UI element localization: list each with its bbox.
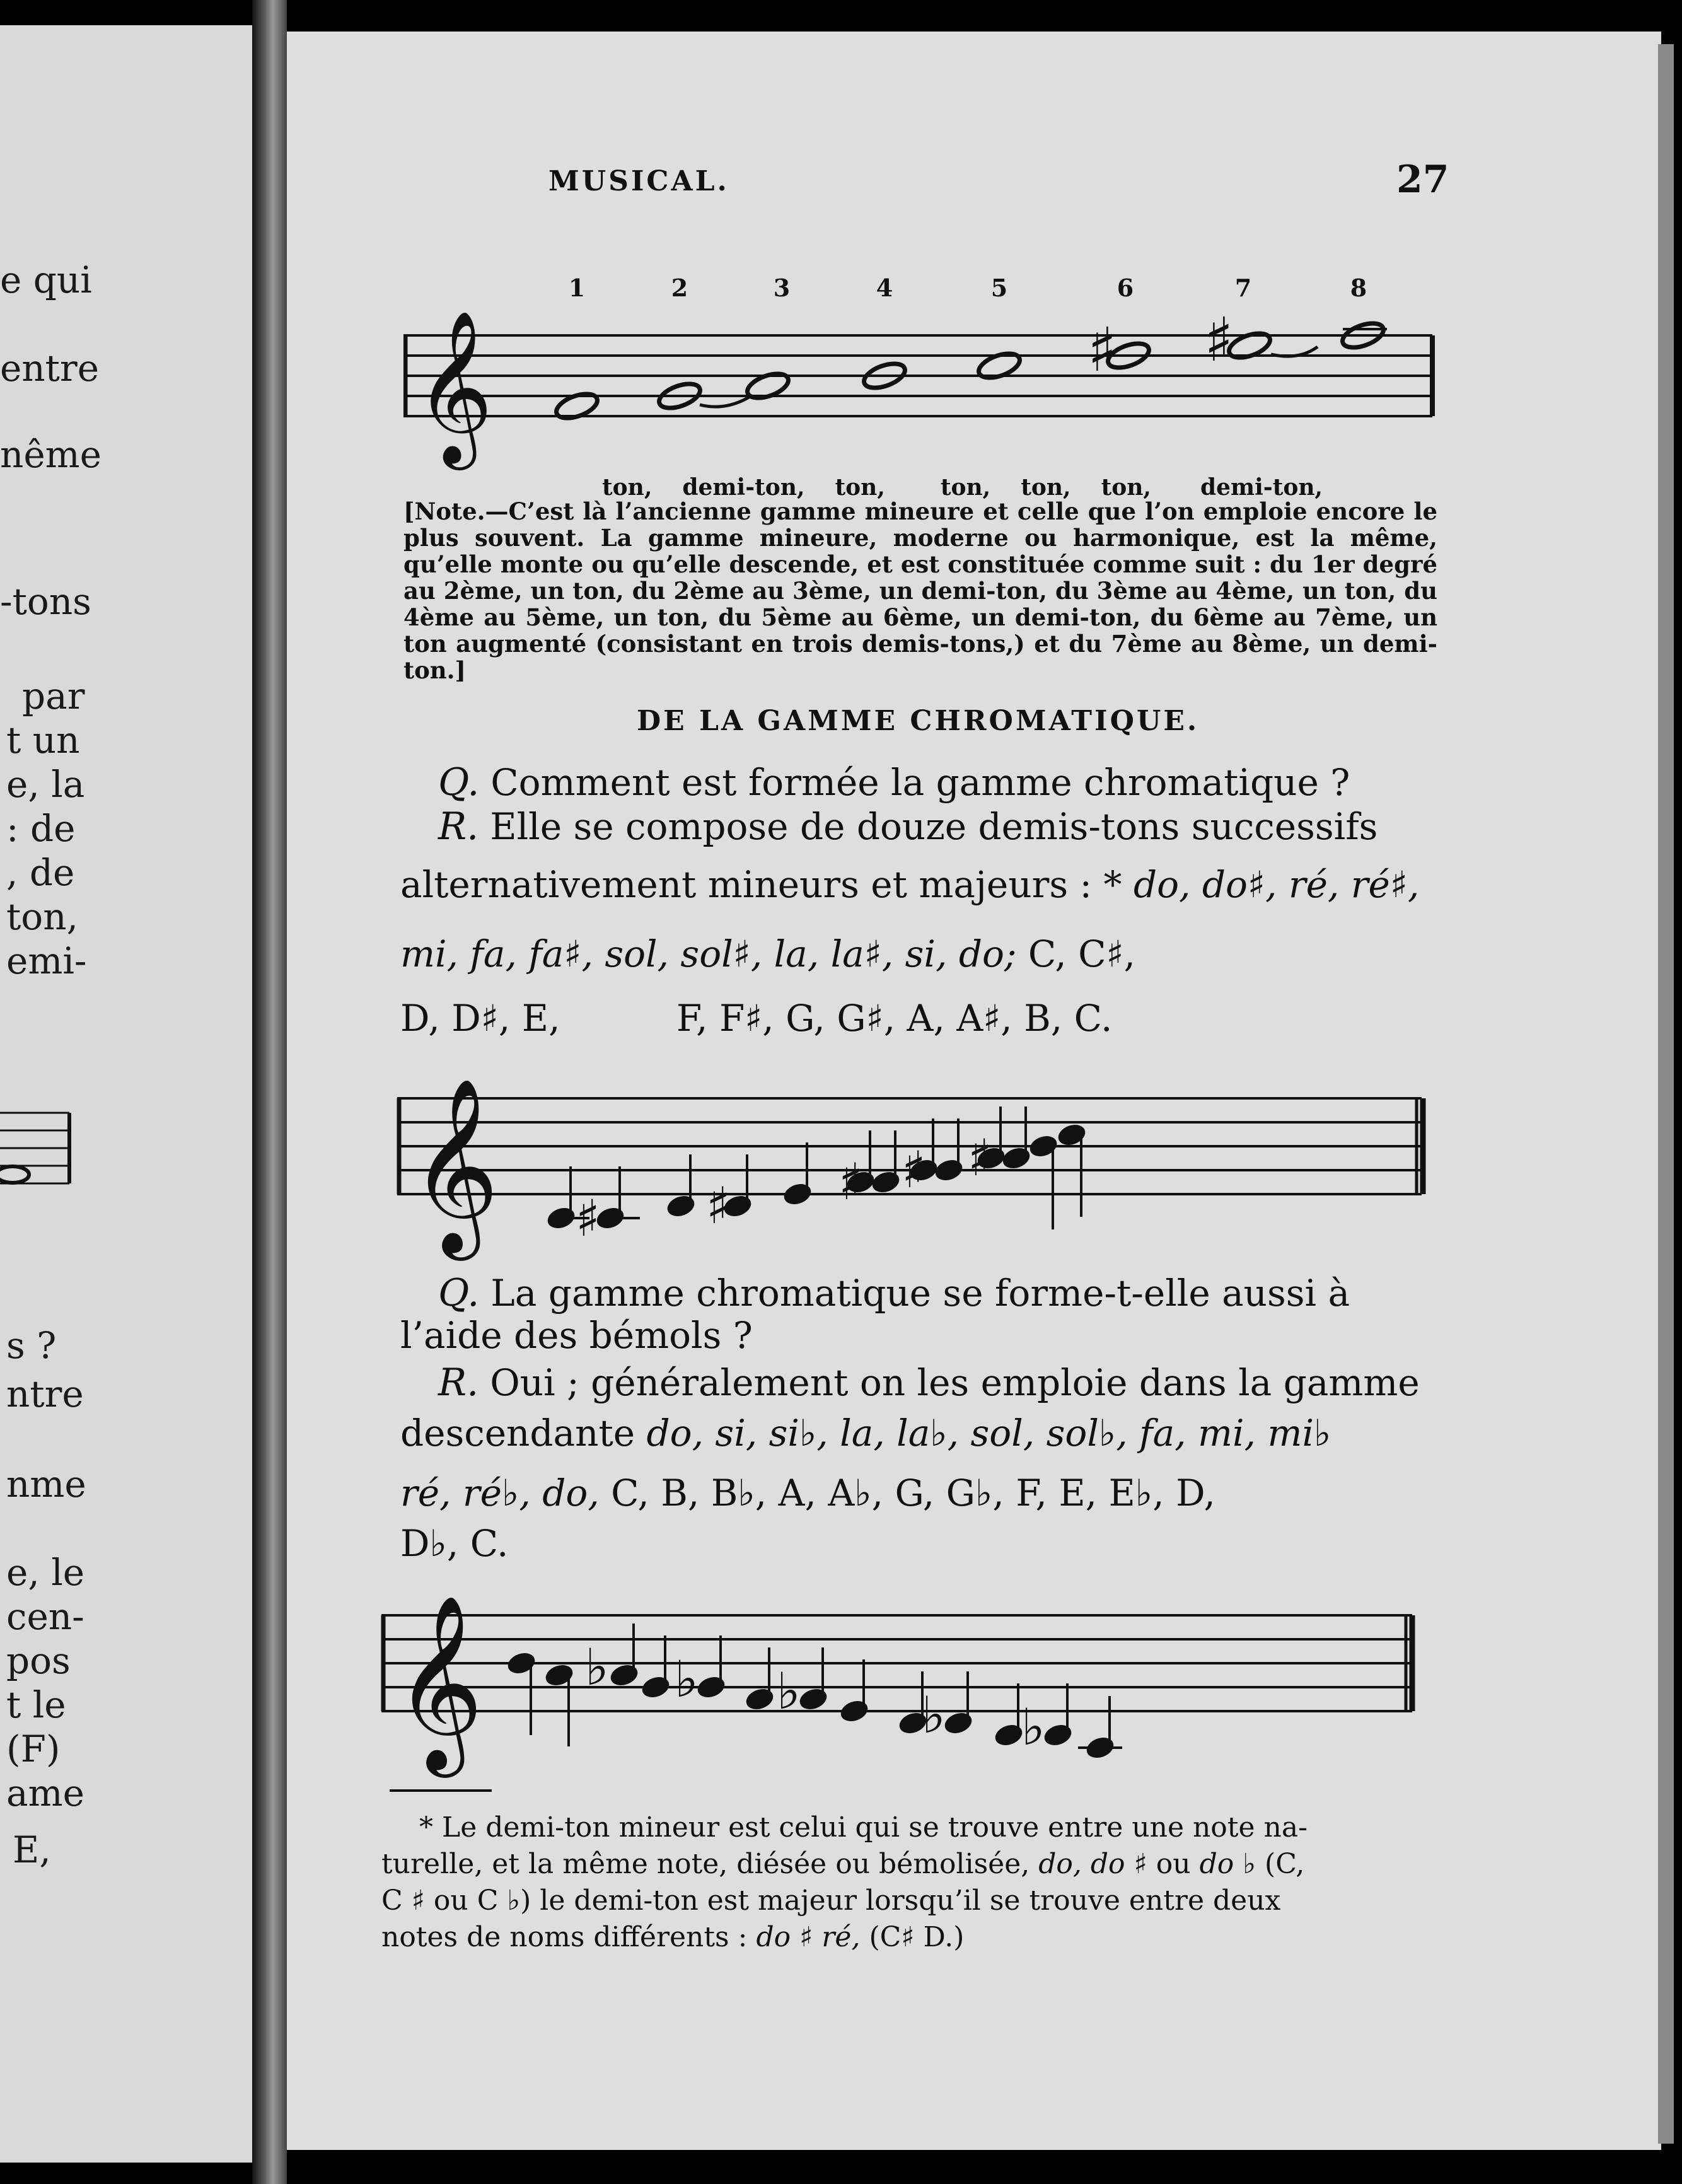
question-1 [400, 762, 1350, 803]
quarter-note [1000, 1144, 1033, 1171]
degree-number: 8 [1350, 274, 1367, 302]
r-marker: R. [438, 804, 479, 849]
interval-label: ton, [1021, 474, 1071, 501]
interval-labels [602, 474, 1353, 501]
note-paragraph: [Note.—C’est là l’ancienne gamme mineure et celle que l’on emploie encore le plus souvent. La gamme mineure, moderne ou harmonique, est la même, qu’elle monte ou qu’elle descende, et est constituée comme suit : du 1er degré au 2ème, un ton, du 2ème au 3ème, un demi-ton, du 3ème au 4ème, un ton, du 4ème au 5ème, un ton, du 5ème au 6ème, un demi-ton, du 6ème au 7ème, un ton augmenté (consistant en trois demis-tons,) et du 7ème au 8ème, un demi-ton.] [403, 497, 1437, 684]
quarter-note [932, 1156, 965, 1183]
letter-names: D♭, C. [400, 1522, 509, 1565]
flat-icon: ♭ [922, 1686, 946, 1745]
flat-icon: ♭ [585, 1638, 609, 1697]
quarter-note [797, 1685, 830, 1712]
degree-number: 7 [1234, 274, 1252, 302]
solfege-text: do, do♯, ré, ré♯, [1133, 863, 1420, 906]
left-page-text: ntre [6, 1373, 84, 1415]
footnote-text: turelle, et la même note, diésée ou bémolisée, [381, 1848, 1030, 1880]
quarter-note [505, 1649, 538, 1676]
degree-number: 6 [1116, 274, 1134, 302]
answer-text: descendante [400, 1412, 635, 1455]
footnote-line [381, 1846, 1409, 1883]
letter-names: D, D♯, E, F, F♯, G, G♯, A, A♯, B, C. [400, 997, 1113, 1040]
q-marker: Q. [438, 1271, 480, 1315]
interval-label: ton, [835, 474, 885, 501]
chromatic-ascending-staff [394, 1059, 1428, 1286]
interval-label: ton, [940, 474, 991, 501]
quarter-note [1027, 1132, 1060, 1159]
left-page [0, 25, 252, 2163]
book-gutter [252, 0, 287, 2184]
degree-number: 1 [568, 274, 586, 302]
question-text: l’aide des bémols ? [400, 1314, 753, 1357]
left-page-text: -tons [0, 580, 91, 623]
answer-text: alternativement mineurs et majeurs : * [400, 863, 1122, 906]
left-page-text: nême [0, 433, 102, 476]
question-2-line-1 [400, 1272, 1350, 1314]
quarter-note [1041, 1721, 1074, 1748]
solfege-text: mi, fa, fa♯, sol, sol♯, la, la♯, si, do; [400, 932, 1017, 975]
quarter-note [664, 1192, 697, 1219]
page-edge [1658, 44, 1674, 2144]
quarter-note [639, 1673, 672, 1700]
solfege-text: do, si, si♭, la, la♭, sol, sol♭, fa, mi, mi♭ [646, 1412, 1331, 1455]
answer-2-line-2 [400, 1412, 1331, 1454]
quarter-note [1084, 1734, 1116, 1761]
answer-1-line-3 [400, 933, 1135, 975]
footnote-line: * Le demi-ton mineur est celui qui se trouve entre une note na- [419, 1811, 1308, 1844]
treble-clef-icon: 𝄞 [410, 1076, 499, 1253]
left-page-text: par [22, 675, 85, 717]
tie [700, 397, 749, 407]
footnote-text: (C♯ D.) [869, 1921, 965, 1953]
left-page-text: s ? [6, 1324, 57, 1367]
quarter-note [838, 1697, 871, 1724]
quarter-note [781, 1180, 814, 1207]
left-page-text: ton, [6, 895, 79, 938]
sharp-icon: ♯ [706, 1176, 731, 1235]
page-number: 27 [1396, 158, 1449, 202]
flat-icon: ♭ [777, 1662, 801, 1721]
footnote-solfege: do, do ♯ [1038, 1848, 1147, 1880]
left-page-text: ame [6, 1772, 84, 1815]
left-page-text: e, le [6, 1551, 85, 1594]
whole-note [976, 349, 1023, 382]
footnote-text: (C, [1265, 1848, 1305, 1880]
footnote-rule [390, 1789, 492, 1792]
quarter-note [695, 1673, 728, 1700]
whole-note [554, 389, 601, 422]
quarter-note [942, 1709, 975, 1736]
sharp-icon: ♯ [576, 1189, 600, 1248]
interval-label: ton, [602, 474, 652, 501]
whole-note [745, 369, 792, 402]
treble-clef-icon: 𝄞 [415, 309, 494, 463]
running-title: MUSICAL. [548, 165, 729, 197]
sharp-icon: ♯ [838, 1153, 863, 1211]
answer-text: Elle se compose de douze demis-tons successifs [490, 805, 1378, 848]
left-page-text: cen- [6, 1595, 84, 1638]
quarter-note [992, 1721, 1025, 1748]
left-page-text: pos [6, 1639, 71, 1682]
chromatic-descending-staff [378, 1589, 1418, 1791]
flat-icon: ♭ [675, 1650, 699, 1709]
footnote-solfege: do ♯ ré, [756, 1921, 861, 1953]
answer-2-line-4 [400, 1523, 508, 1564]
left-page-text: t un [6, 719, 80, 762]
left-page-text: (F) [6, 1728, 61, 1770]
treble-clef-icon: 𝄞 [394, 1593, 484, 1770]
answer-1-line-1 [400, 806, 1378, 847]
degree-number: 3 [773, 274, 791, 302]
degree-number: 4 [876, 274, 893, 302]
r-marker: R. [438, 1361, 479, 1405]
answer-text: Oui ; généralement on les emploie dans la gamme [490, 1361, 1420, 1404]
degree-number: 2 [671, 274, 688, 302]
footnote-line [381, 1919, 1409, 1956]
quarter-note [608, 1661, 641, 1688]
left-page-text: t le [6, 1683, 66, 1726]
interval-label: demi-ton, [682, 474, 805, 501]
q-marker: Q. [438, 760, 480, 804]
left-page-text: entre [0, 347, 100, 390]
answer-2-line-3 [400, 1472, 1215, 1514]
footnote [381, 1809, 1409, 1956]
minor-scale-staff [403, 271, 1437, 473]
sharp-icon: ♯ [1204, 305, 1234, 375]
flat-icon: ♭ [1021, 1698, 1045, 1757]
question-text: La gamme chromatique se forme-t-elle aussi à [490, 1272, 1350, 1315]
degree-number: 5 [990, 274, 1008, 302]
letter-names: C, C♯, [1028, 932, 1135, 975]
left-page-staff-fragment [0, 1107, 82, 1201]
interval-label: ton, [1101, 474, 1151, 501]
footnote-solfege: do ♭ [1199, 1848, 1256, 1880]
answer-2-line-1 [400, 1362, 1420, 1403]
letter-names: C, B, B♭, A, A♭, G, G♭, F, E, E♭, D, [611, 1472, 1215, 1514]
solfege-text: ré, ré♭, do, [400, 1472, 600, 1514]
left-page-text: : de [6, 807, 76, 850]
sharp-icon: ♯ [902, 1141, 926, 1199]
sharp-icon: ♯ [1088, 315, 1117, 385]
quarter-note [545, 1204, 577, 1231]
question-2-line-2 [400, 1315, 753, 1356]
interval-label: demi-ton, [1200, 474, 1323, 501]
answer-1-line-4 [400, 997, 1112, 1039]
answer-1-line-2 [400, 864, 1419, 905]
quarter-note [743, 1685, 776, 1712]
sharp-icon: ♯ [968, 1129, 992, 1187]
left-page-text: emi- [6, 939, 87, 982]
left-page-text: e qui [0, 258, 92, 301]
quarter-note [1055, 1121, 1088, 1148]
quarter-note [869, 1168, 902, 1195]
quarter-note [543, 1661, 576, 1688]
footnote-line: C ♯ ou C ♭) le demi-ton est majeur lorsqu’il se trouve entre deux [381, 1885, 1281, 1917]
left-page-text: e, la [6, 763, 85, 806]
question-text: Comment est formée la gamme chromatique ? [490, 761, 1350, 804]
section-title: DE LA GAMME CHROMATIQUE. [637, 705, 1200, 737]
left-page-text: nme [6, 1463, 86, 1506]
left-page-text: , de [6, 851, 75, 894]
left-page-text: E, [13, 1828, 51, 1871]
footnote-text: notes de noms différents : [381, 1921, 748, 1953]
footnote-text: ou [1156, 1848, 1191, 1880]
